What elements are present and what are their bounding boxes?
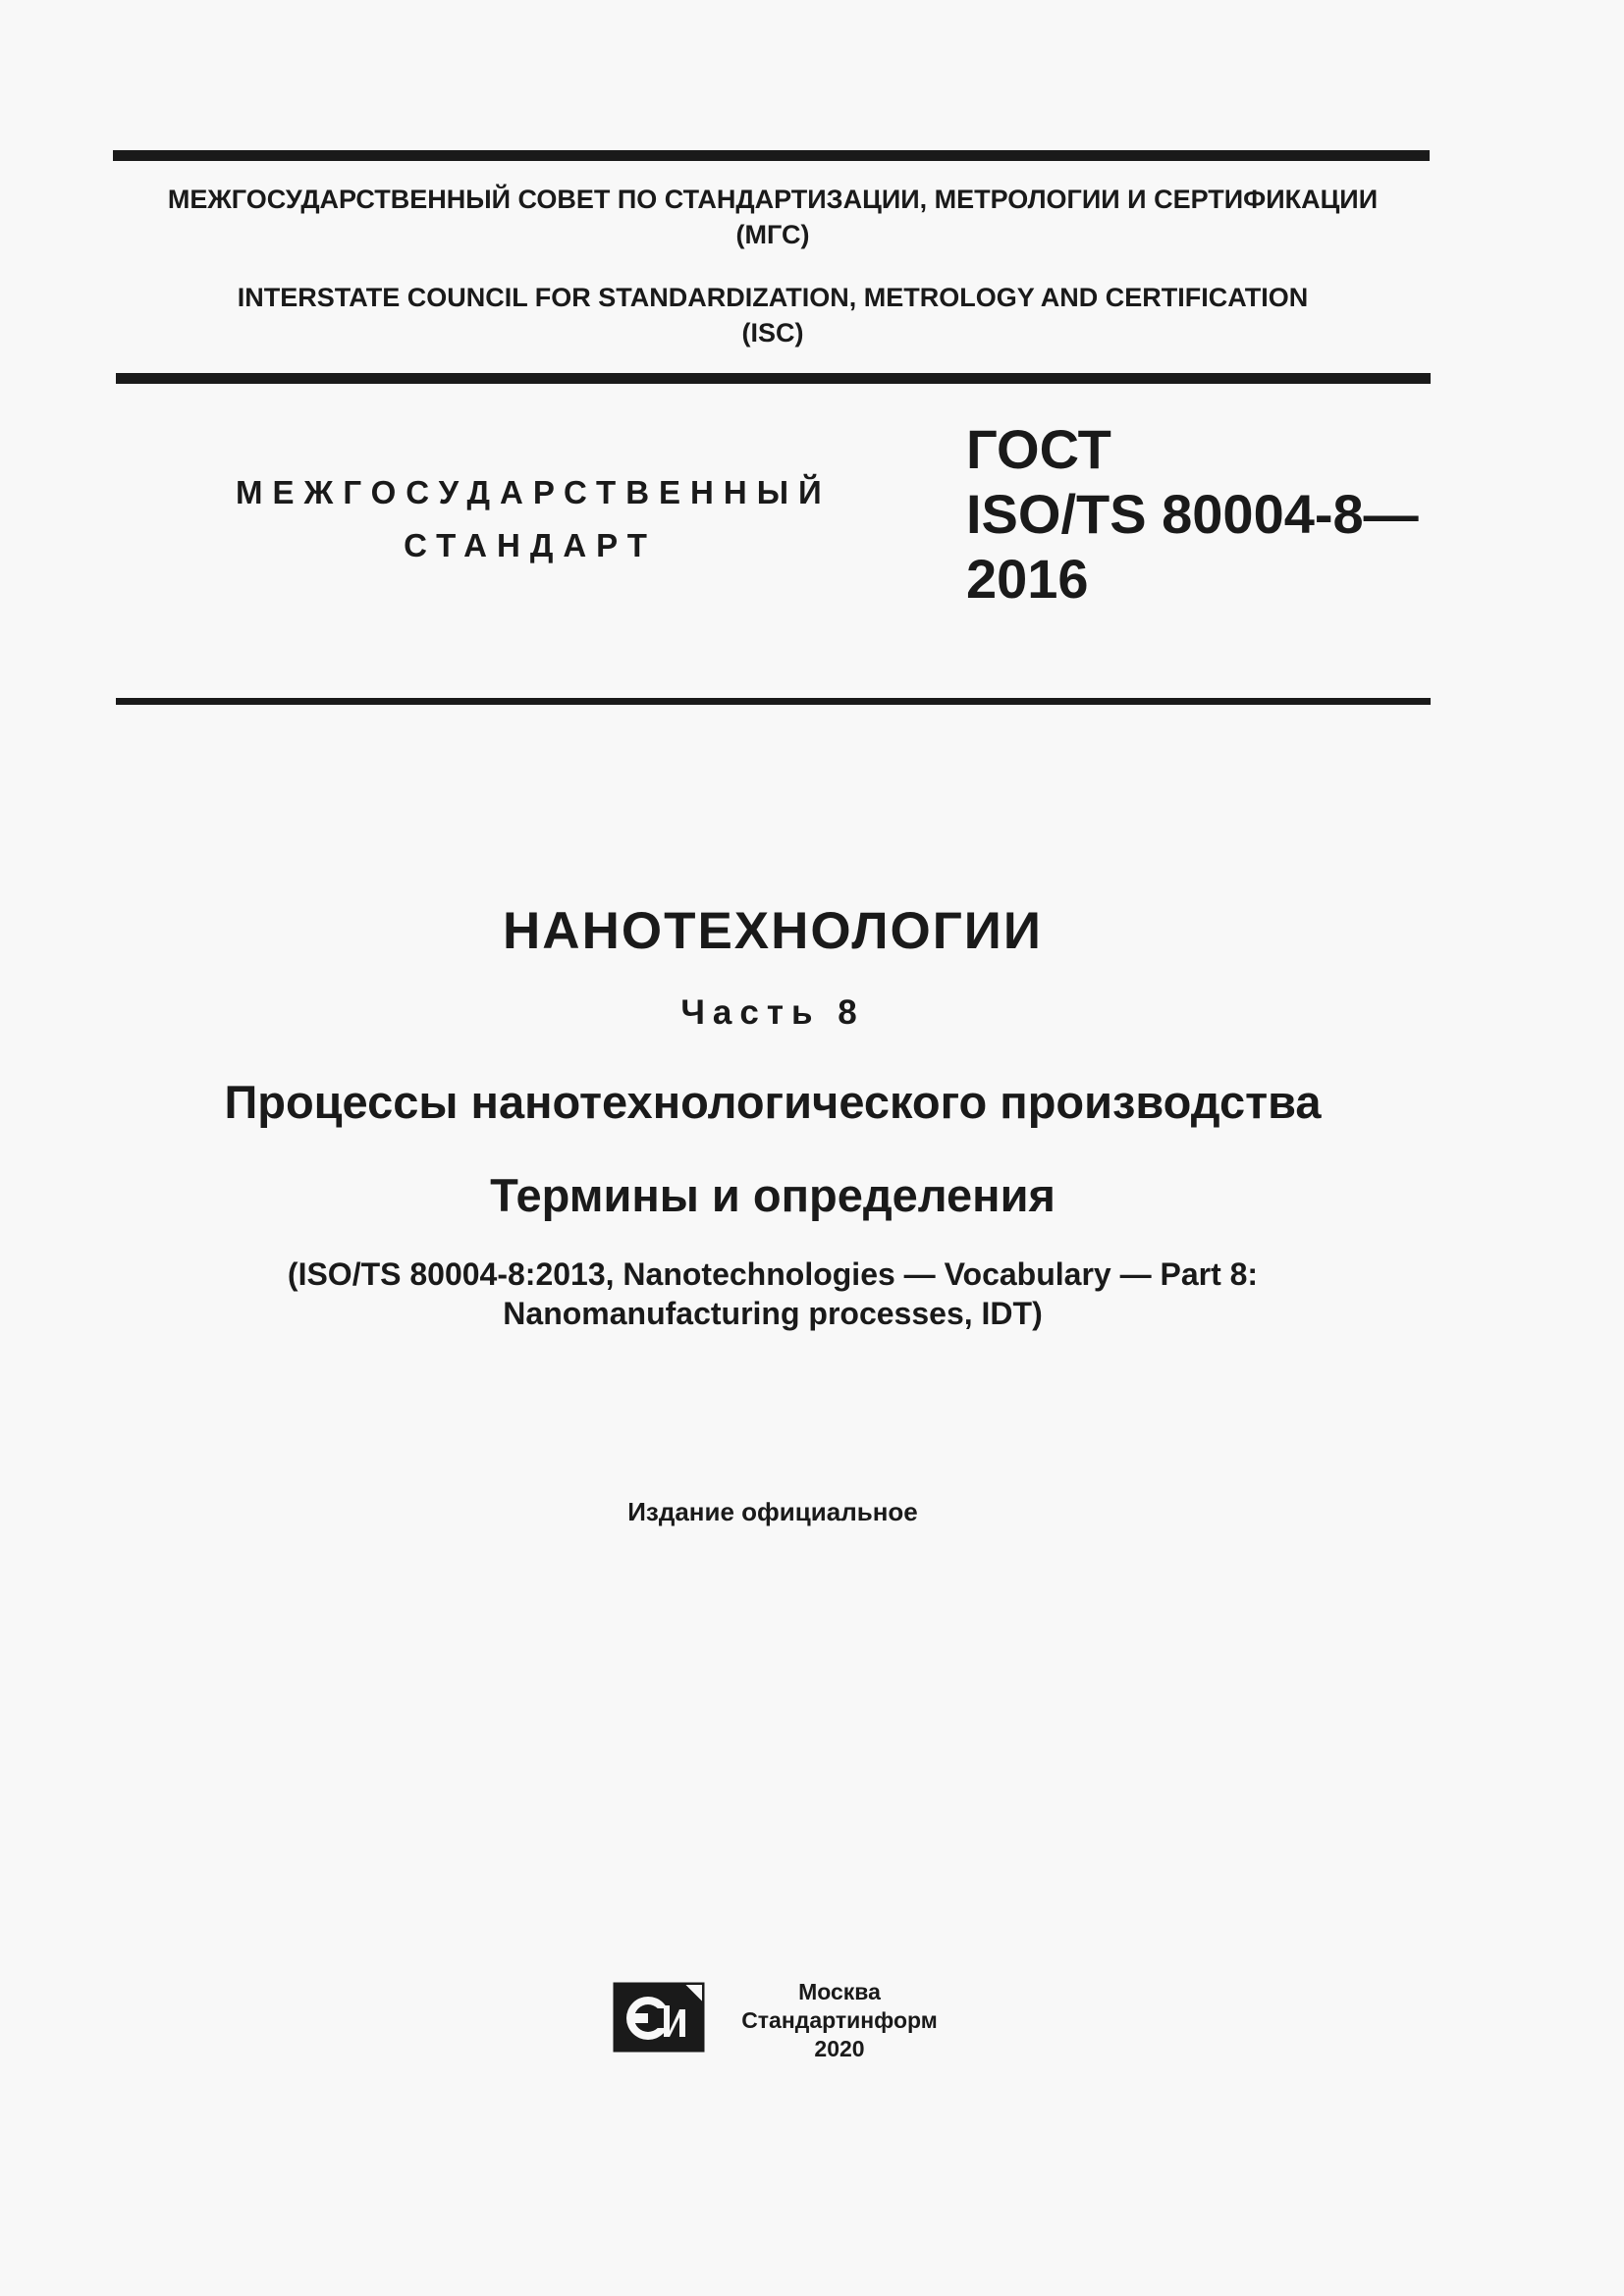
subtitle-processes: Процессы нанотехнологического производства bbox=[224, 1076, 1322, 1128]
council-ru-line1: МЕЖГОСУДАРСТВЕННЫЙ СОВЕТ ПО СТАНДАРТИЗАЦИИ, МЕТРОЛОГИИ И СЕРТИФИКАЦИИ bbox=[167, 185, 1379, 214]
council-ru-abbr: (МГС) bbox=[735, 220, 810, 249]
publisher-info bbox=[722, 1978, 957, 2063]
gost-year: 2016 bbox=[966, 548, 1089, 610]
council-ru bbox=[0, 182, 1545, 252]
standartinform-logo-icon bbox=[613, 1980, 707, 2053]
page-title: НАНОТЕХНОЛОГИИ bbox=[503, 902, 1043, 960]
gost-label: ГОСТ bbox=[966, 418, 1111, 480]
council-en-line1: INTERSTATE COUNCIL FOR STANDARDIZATION, METROLOGY AND CERTIFICATION bbox=[237, 283, 1309, 312]
header-rule bbox=[116, 373, 1431, 384]
standard-kind-line2: СТАНДАРТ bbox=[404, 527, 657, 563]
standard-kind-line1: МЕЖГОСУДАРСТВЕННЫЙ bbox=[236, 474, 832, 510]
gost-designation bbox=[966, 417, 1419, 612]
subtitle-terms: Термины и определения bbox=[490, 1169, 1056, 1221]
designation-rule bbox=[116, 698, 1431, 705]
top-rule bbox=[113, 150, 1430, 161]
standard-kind bbox=[236, 466, 832, 572]
edition-label: Издание официальное bbox=[627, 1497, 918, 1526]
council-en bbox=[0, 280, 1545, 350]
iso-reference-line1: (ISO/TS 80004-8:2013, Nanotechnologies — Vocabulary — Part 8: bbox=[287, 1256, 1259, 1292]
publisher-year: 2020 bbox=[814, 2036, 865, 2061]
publisher-city: Москва bbox=[798, 1979, 881, 2004]
iso-reference bbox=[0, 1255, 1545, 1333]
part-number: Часть 8 bbox=[680, 993, 865, 1032]
iso-reference-line2: Nanomanufacturing processes, IDT) bbox=[503, 1296, 1043, 1331]
publisher-name: Стандартинформ bbox=[741, 2007, 938, 2033]
gost-number: ISO/TS 80004-8— bbox=[966, 483, 1419, 545]
council-en-abbr: (ISC) bbox=[741, 318, 804, 347]
